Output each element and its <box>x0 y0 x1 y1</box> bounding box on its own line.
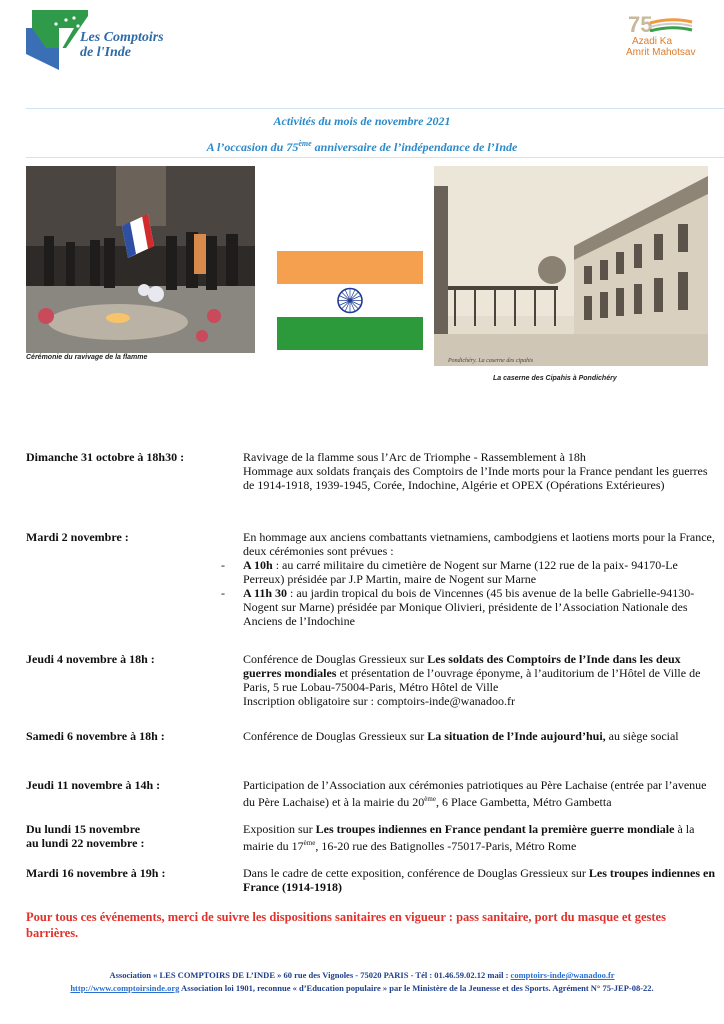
event-date-nov6: Samedi 6 novembre à 18h : <box>26 729 165 743</box>
event-body-nov6: Conférence de Douglas Gressieux sur La situation de l’Inde aujourd’hui, au siège social <box>243 729 679 743</box>
ceremony-photo-caption: Cérémonie du ravivage de la flamme <box>26 354 148 361</box>
event-date-nov2: Mardi 2 novembre : <box>26 530 129 544</box>
title-divider <box>26 157 724 158</box>
event-body-nov16: Dans le cadre de cette exposition, conférence de Douglas Gressieux sur Les troupes indiennes en France (1914-1918) <box>243 866 716 894</box>
logo-azadi-text: Azadi Ka <box>632 36 673 47</box>
barracks-photo-caption: La caserne des Cipahis à Pondichéry <box>493 375 617 382</box>
barracks-photo-inscription: Pondichéry. La caserne des cipahis <box>448 358 534 364</box>
association-logo <box>26 8 186 74</box>
event-body-oct31: Ravivage de la flamme sous l’Arc de Triomphe - Rassemblement à 18h Hommage aux soldats français des Comptoirs de l’Inde morts pour la France pendant les guerres de 1914-1918, 1939-1945, Corée, Indochine, Algérie et OPEX (Opérations Extérieures) <box>243 450 708 492</box>
footer-email-link[interactable]: comptoirs-inde@wanadoo.fr <box>510 970 615 980</box>
footer-website-link[interactable]: http://www.comptoirsinde.org <box>70 983 180 993</box>
sanitary-notice: Pour tous ces événements, merci de suivre les dispositions sanitaires en vigueur : pass sanitaire, port du masque et gestes barrières. <box>26 910 666 940</box>
list-item: - A 11h 30 : au jardin tropical du bois de Vincennes (45 bis avenue de la belle Gabrielle-94130-Nogent sur Marne) présidée par Monique Olivieri, présidente de l’Association Nationale des Anciens de l’Indochine <box>221 586 695 628</box>
logo-mahotsav-text: Amrit Mahotsav <box>626 47 696 58</box>
event-date-nov4: Jeudi 4 novembre à 18h : <box>26 652 155 666</box>
event-body-nov11: Participation de l’Association aux cérémonies patriotiques au Père Lachaise (entrée par l’avenue du Père Lachaise) et à la mairie du 20ème, 6 Place Gambetta, Métro Gambetta <box>243 778 707 809</box>
event-date-oct31: Dimanche 31 octobre à 18h30 : <box>26 450 185 464</box>
top-divider <box>26 108 724 109</box>
footer-legal: http://www.comptoirsinde.org Association loi 1901, reconnue « d’Education populaire » par le Ministère de la Jeunesse et des Sports. Agrément N° 75-JEP-08-22. <box>70 983 654 993</box>
indian-flag-icon <box>277 251 423 350</box>
logo-wordmark: Les Comptoirs de l'Inde <box>80 30 164 60</box>
page-title: Activités du mois de novembre 2021 <box>273 114 451 128</box>
event-body-nov2: En hommage aux anciens combattants vietnamiens, cambodgiens et laotiens morts pour la France, deux cérémonies sont prévues : - A 10h : au carré militaire du cimetière de Nogent sur Marne (122 rue de la paix- 94170-Le Perreux) présidée par J.P Martin, maire de Nogent sur Marne - A 11h 30 : au jardin tropical du bois de Vincennes (45 bis avenue de la belle Gabrielle-94130-Nogent sur Marne) présidée par Monique Olivieri, présidente de l’Association Nationale des Anciens de l’Indochine <box>243 530 718 628</box>
azadi-logo <box>626 12 722 62</box>
event-date-nov11: Jeudi 11 novembre à 14h : <box>26 778 161 792</box>
tricolor-swoosh-icon <box>648 18 694 32</box>
page-subtitle: A l’occasion du 75ème anniversaire de l’indépendance de l’Inde <box>206 139 518 154</box>
list-item: - A 10h : au carré militaire du cimetière de Nogent sur Marne (122 rue de la paix- 94170-Le Perreux) présidée par J.P Martin, maire de Nogent sur Marne <box>221 558 678 586</box>
event-date-nov16: Mardi 16 novembre à 19h : <box>26 866 166 880</box>
event-body-nov15-22: Exposition sur Les troupes indiennes en France pendant la première guerre mondiale à la mairie du 17ème, 16-20 rue des Batignolles -75017-Paris, Métro Rome <box>243 822 695 853</box>
footer-address: Association « LES COMPTOIRS DE L’INDE » 60 rue des Vignoles - 75020 PARIS - Tél : 01.46.59.02.12 mail : comptoirs-inde@wanadoo.fr <box>109 970 615 980</box>
ceremony-photo <box>26 166 255 353</box>
event-body-nov4: Conférence de Douglas Gressieux sur Les soldats des Comptoirs de l’Inde dans les deux guerres mondiales et présentation de l’ouvrage éponyme, à l’auditorium de l’Hôtel de Ville de Paris, 5 rue Lobau-75004-Paris, Métro Hôtel de Ville Inscription obligatoire sur : comptoirs-inde@wanadoo.fr <box>243 652 701 708</box>
event-date-nov15-22: Du lundi 15 novembre au lundi 22 novembre : <box>26 822 145 850</box>
barracks-photo <box>434 166 708 366</box>
logo-75-number: 75 <box>628 12 653 37</box>
